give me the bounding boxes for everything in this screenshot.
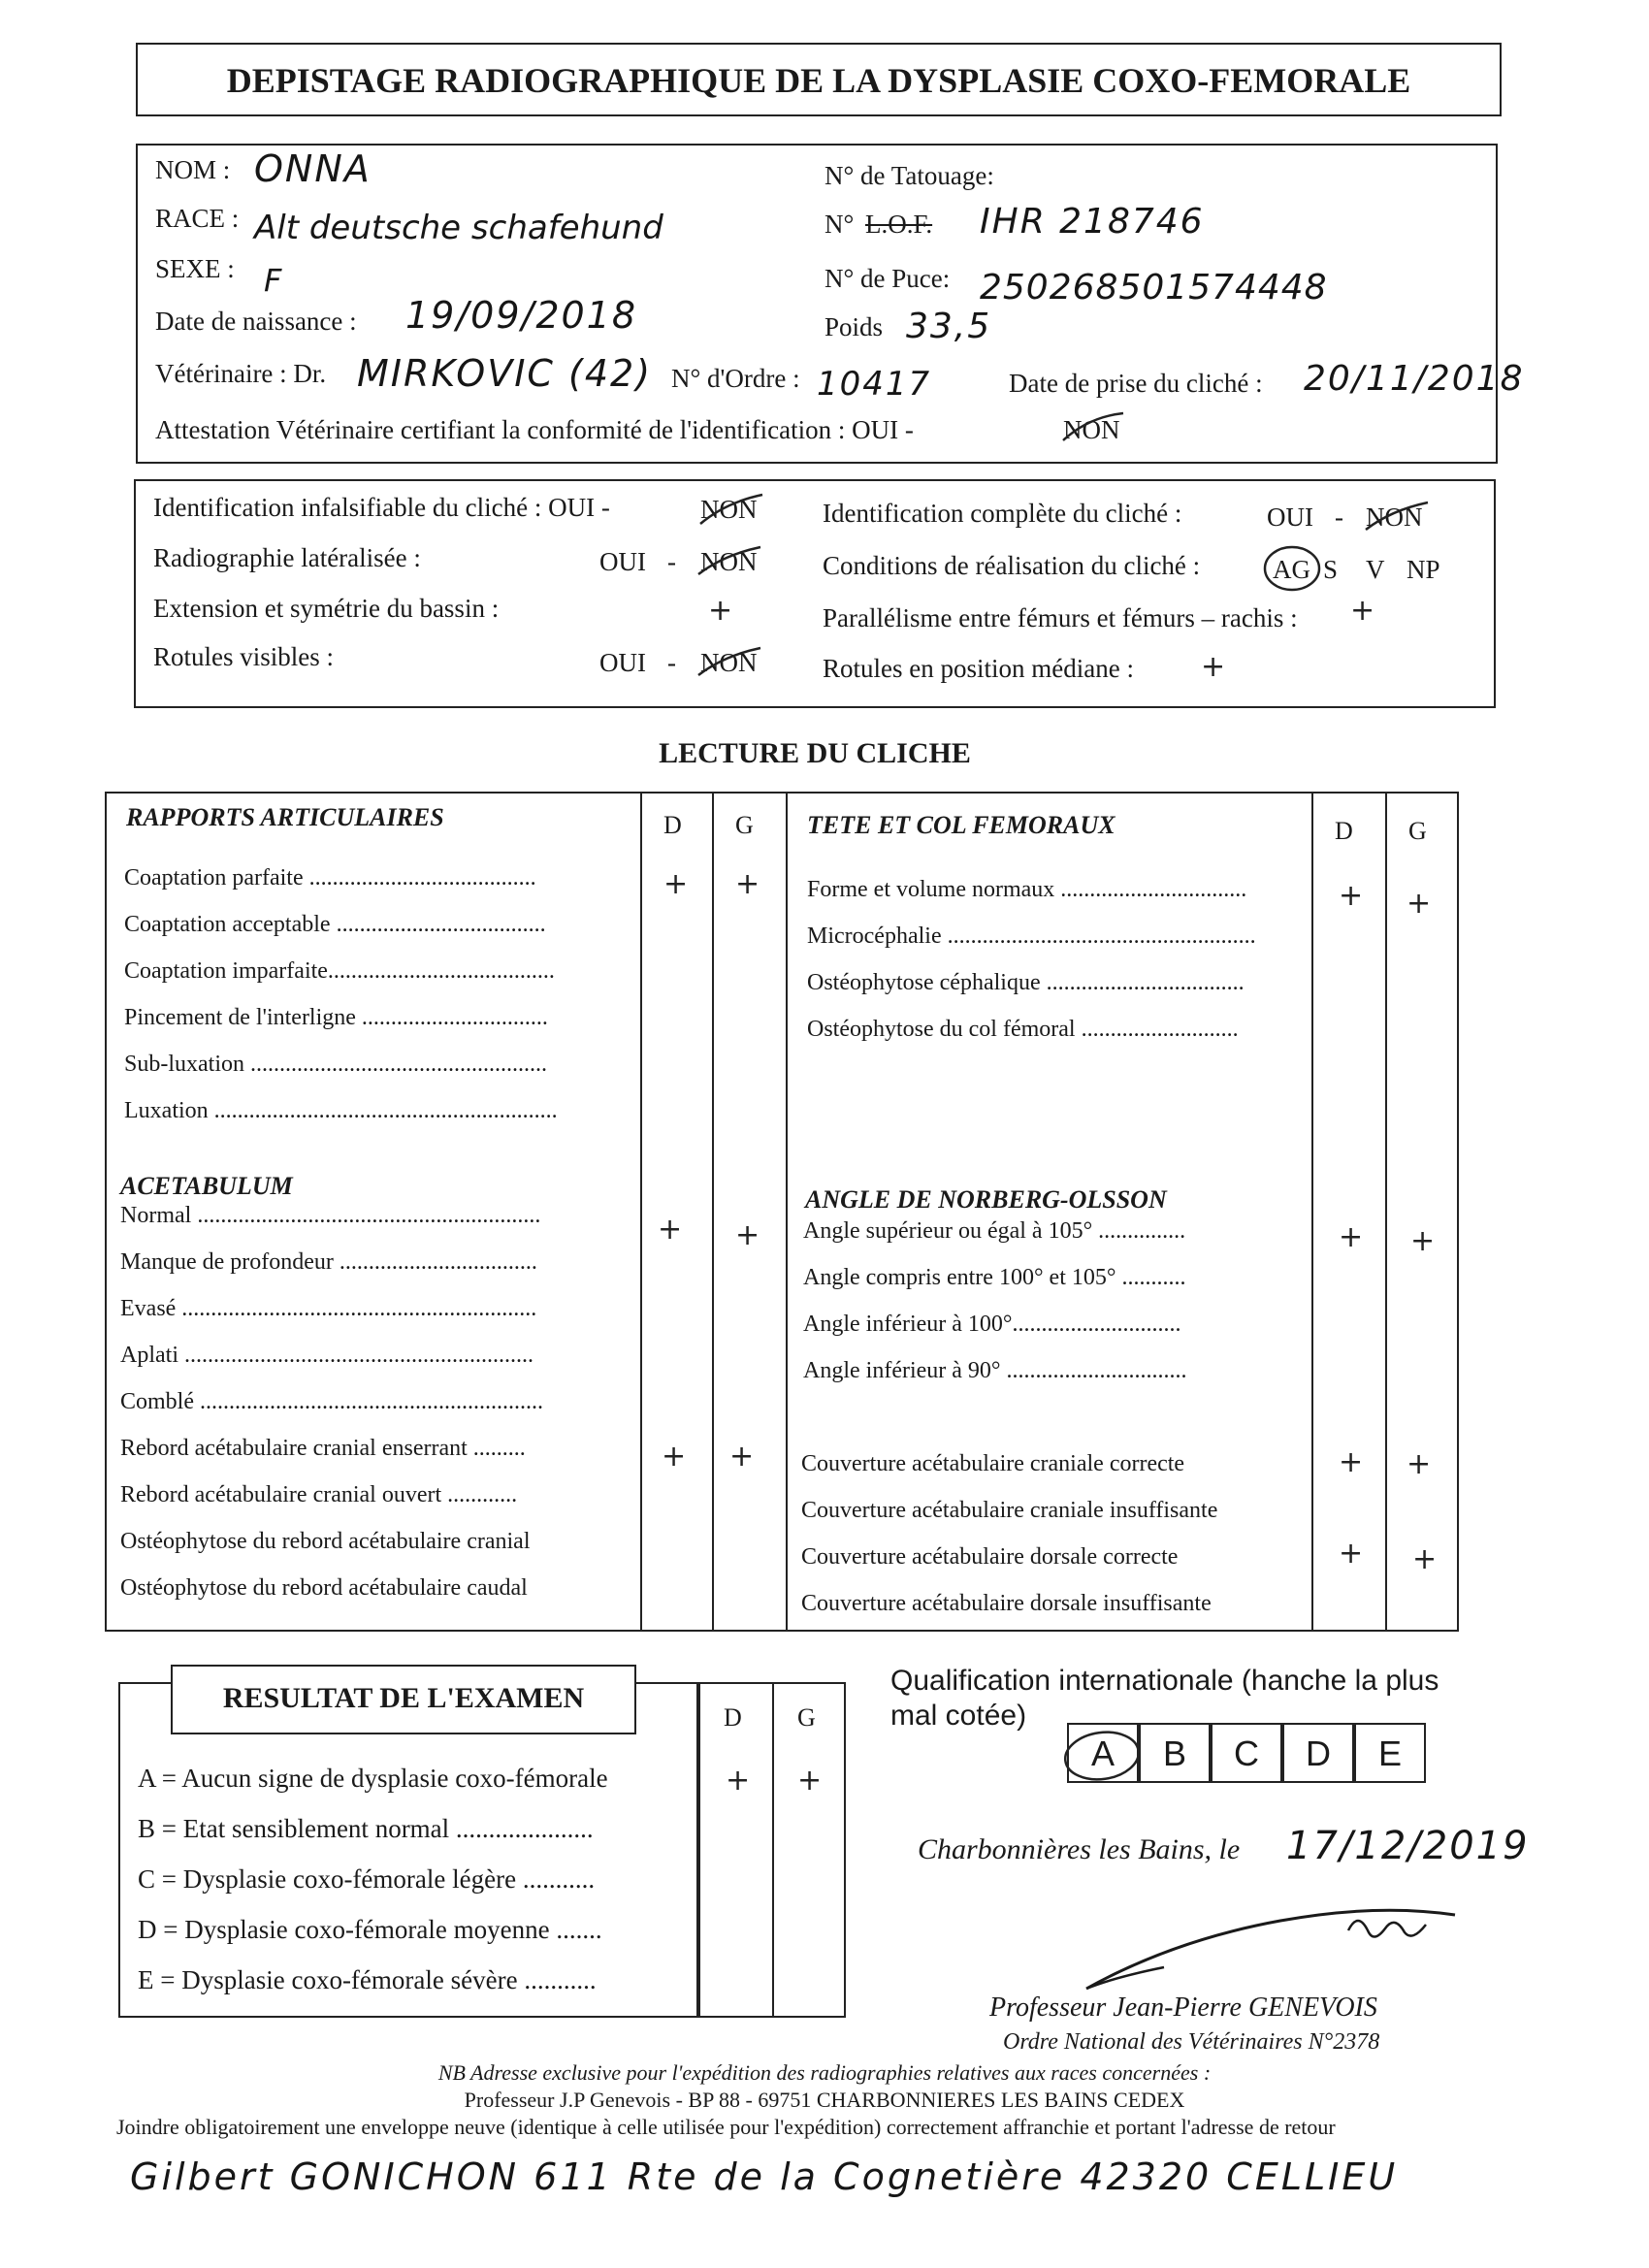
- tete-row: Forme et volume normaux ................................: [807, 877, 1247, 902]
- acetabulum-row: Ostéophytose du rebord acétabulaire cranial: [120, 1529, 531, 1554]
- rotules-visibles-non-strike: [695, 642, 764, 681]
- acetabulum-row: Rebord acétabulaire cranial enserrant .........: [120, 1436, 526, 1461]
- rapports-row: Coaptation imparfaite.......................................: [124, 958, 555, 984]
- grade-c: C: [1211, 1723, 1282, 1783]
- ordre-value: 10417: [817, 365, 932, 404]
- attestation-non: NON: [1063, 415, 1120, 444]
- complete-label: Identification complète du cliché :: [823, 499, 1182, 528]
- lateralisee-label: Radiographie latéralisée :: [153, 543, 421, 572]
- resultat-title: RESULTAT DE L'EXAMEN: [222, 1682, 585, 1714]
- lecture-title: LECTURE DU CLICHE: [659, 737, 971, 769]
- rebord-enserrant-d-mark: +: [662, 1440, 687, 1474]
- rotules-mediane-mark: +: [1201, 650, 1226, 684]
- rotules-visibles-label: Rotules visibles :: [153, 642, 335, 671]
- normal-d-mark: +: [658, 1213, 683, 1247]
- lof-value: IHR 218746: [980, 202, 1205, 242]
- complete-non-strike: [1362, 497, 1432, 535]
- norberg-row: Angle compris entre 100° et 105° ...........: [803, 1265, 1186, 1290]
- resultat-grid-outline: [696, 1682, 846, 2018]
- norberg-row: Couverture acétabulaire dorsale correcte: [801, 1544, 1179, 1570]
- signature-date: 17/12/2019: [1286, 1824, 1530, 1868]
- signature-name: Professeur Jean-Pierre GENEVOIS: [989, 1993, 1377, 2023]
- place-label: Charbonnières les Bains, le: [918, 1833, 1241, 1865]
- tete-row: Microcéphalie .....................................................: [807, 923, 1256, 949]
- attestation-label: Attestation Vétérinaire certifiant la conformité de l'identification : OUI -: [155, 415, 914, 444]
- ordre-label: N° d'Ordre :: [671, 364, 800, 393]
- forme-normaux-d-mark: +: [1339, 879, 1364, 913]
- acetabulum-row: Rebord acétabulaire cranial ouvert ............: [120, 1482, 518, 1507]
- attestation-non-strike: [1059, 407, 1127, 446]
- complete-oui: OUI: [1267, 502, 1313, 532]
- lecture-col-g-right: G: [1408, 817, 1427, 845]
- naissance-label: Date de naissance :: [155, 307, 357, 336]
- conditions-np: NP: [1406, 555, 1440, 584]
- extension-label: Extension et symétrie du bassin :: [153, 594, 500, 623]
- sexe-label: SEXE :: [155, 254, 235, 283]
- resultat-row: B = Etat sensiblement normal .....................: [138, 1814, 594, 1843]
- footer-line3: Joindre obligatoirement une enveloppe neuve (identique à celle utilisée pour l'expédition) correctement affranchie et portant l'adresse de retour: [116, 2115, 1336, 2139]
- acetabulum-row: Normal ...........................................................: [120, 1203, 541, 1228]
- lecture-divider-4: [1311, 792, 1313, 1632]
- footer-line1: NB Adresse exclusive pour l'expédition des radiographies relatives aux races concernées :: [437, 2060, 1212, 2085]
- rapports-row: Sub-luxation ...................................................: [124, 1052, 547, 1077]
- prise-label: Date de prise du cliché :: [1009, 369, 1263, 398]
- rotules-visibles-non: NON: [700, 648, 758, 677]
- resultat-row: D = Dysplasie coxo-fémorale moyenne .......: [138, 1915, 602, 1944]
- parallelisme-mark: +: [1350, 594, 1375, 628]
- sexe-value: F: [264, 262, 284, 299]
- nom-label: NOM :: [155, 155, 231, 184]
- craniale-correcte-d-mark: +: [1339, 1445, 1364, 1479]
- infalsifiable-non-strike: [696, 491, 766, 530]
- acetabulum-row: Evasé .............................................................: [120, 1296, 537, 1321]
- norberg-row: Couverture acétabulaire dorsale insuffisante: [801, 1591, 1212, 1616]
- lecture-divider-3: [786, 792, 788, 1632]
- poids-value: 33,5: [906, 307, 992, 346]
- acetabulum-row: Manque de profondeur ..................................: [120, 1249, 537, 1275]
- resultat-col-d: D: [724, 1703, 742, 1732]
- signature-ordre: Ordre National des Vétérinaires N°2378: [1003, 2029, 1380, 2055]
- angle-superieur-g-mark: +: [1410, 1224, 1436, 1258]
- acetabulum-title: ACETABULUM: [120, 1172, 293, 1200]
- lateralisee-dash: -: [667, 547, 676, 576]
- grade-selected-circle: [1059, 1723, 1147, 1785]
- resultat-row: E = Dysplasie coxo-fémorale sévère ...........: [138, 1965, 597, 1994]
- lecture-col-d-right: D: [1335, 817, 1353, 845]
- conditions-label: Conditions de réalisation du cliché :: [823, 551, 1201, 580]
- lof-struck: L.O.F.: [865, 210, 933, 239]
- rotules-visibles-oui: OUI: [599, 648, 646, 677]
- rapports-row: Coaptation parfaite .......................................: [124, 865, 536, 891]
- conditions-v: V: [1366, 555, 1385, 584]
- qualification-line2: mal cotée): [890, 1700, 1027, 1732]
- resultat-a-d-mark: +: [726, 1764, 751, 1798]
- norberg-row: Angle supérieur ou égal à 105° ...............: [803, 1218, 1186, 1244]
- coaptation-parfaite-g-mark: +: [735, 867, 760, 901]
- handwritten-signature: [1057, 1892, 1465, 1998]
- rotules-visibles-dash: -: [667, 648, 676, 677]
- tatouage-label: N° de Tatouage:: [824, 161, 994, 190]
- grade-b: B: [1139, 1723, 1211, 1783]
- qualification-line1: Qualification internationale (hanche la plus: [890, 1665, 1439, 1697]
- lecture-divider-5: [1385, 792, 1387, 1632]
- tete-title: TETE ET COL FEMORAUX: [807, 811, 1116, 839]
- extension-mark: +: [708, 594, 733, 628]
- conditions-s: S: [1323, 555, 1339, 584]
- resultat-col-g: G: [797, 1703, 816, 1732]
- return-address: Gilbert GONICHON 611 Rte de la Cognetière 42320 CELLIEU: [130, 2155, 1399, 2198]
- acetabulum-row: Ostéophytose du rebord acétabulaire caudal: [120, 1575, 528, 1601]
- veterinaire-value: MIRKOVIC (42): [357, 352, 653, 395]
- resultat-row: A = Aucun signe de dysplasie coxo-fémorale: [138, 1764, 608, 1793]
- normal-g-mark: +: [735, 1218, 760, 1252]
- conditions-ag-circle: [1261, 543, 1323, 594]
- rotules-mediane-label: Rotules en position médiane :: [823, 654, 1134, 683]
- rapports-row: Luxation ...........................................................: [124, 1098, 558, 1123]
- nom-value: ONNA: [254, 147, 372, 190]
- norberg-row: Angle inférieur à 100°.............................: [803, 1312, 1181, 1337]
- parallelisme-label: Parallélisme entre fémurs et fémurs – rachis :: [823, 603, 1298, 632]
- lecture-divider-1: [640, 792, 642, 1632]
- grade-e: E: [1354, 1723, 1426, 1783]
- angle-superieur-d-mark: +: [1339, 1220, 1364, 1254]
- acetabulum-row: Aplati ............................................................: [120, 1343, 534, 1368]
- norberg-row: Angle inférieur à 90° ...............................: [803, 1358, 1187, 1383]
- norberg-title: ANGLE DE NORBERG-OLSSON: [805, 1185, 1167, 1214]
- lateralisee-non: NON: [700, 547, 758, 576]
- race-label: RACE :: [155, 204, 240, 233]
- puce-label: N° de Puce:: [824, 264, 951, 293]
- norberg-row: Couverture acétabulaire craniale correcte: [801, 1451, 1185, 1476]
- poids-label: Poids: [824, 312, 884, 341]
- complete-non: NON: [1366, 502, 1423, 532]
- lecture-divider-2: [712, 792, 714, 1632]
- craniale-correcte-g-mark: +: [1406, 1447, 1432, 1481]
- page-title: DEPISTAGE RADIOGRAPHIQUE DE LA DYSPLASIE COXO-FEMORALE: [226, 61, 1411, 100]
- lecture-col-g-left: G: [735, 811, 754, 839]
- forme-normaux-g-mark: +: [1406, 887, 1432, 921]
- footer-line2: Professeur J.P Genevois - BP 88 - 69751 CHARBONNIERES LES BAINS CEDEX: [464, 2088, 1185, 2112]
- puce-value: 250268501574448: [980, 268, 1328, 308]
- dorsale-correcte-d-mark: +: [1339, 1537, 1364, 1571]
- conditions-ag: AG: [1273, 555, 1310, 584]
- tete-row: Ostéophytose du col fémoral ...........................: [807, 1017, 1239, 1042]
- rapports-row: Coaptation acceptable ....................................: [124, 912, 546, 937]
- grade-d: D: [1282, 1723, 1354, 1783]
- resultat-a-g-mark: +: [797, 1764, 823, 1798]
- resultat-row: C = Dysplasie coxo-fémorale légère ...........: [138, 1864, 596, 1894]
- tete-row: Ostéophytose céphalique ..................................: [807, 970, 1245, 995]
- rapports-title: RAPPORTS ARTICULAIRES: [126, 803, 444, 831]
- prise-value: 20/11/2018: [1304, 359, 1525, 399]
- complete-dash: -: [1335, 502, 1343, 532]
- naissance-value: 19/09/2018: [405, 294, 638, 337]
- lof-prefix: N°: [824, 210, 855, 239]
- grade-a: A: [1067, 1723, 1139, 1783]
- race-value: Alt deutsche schafehund: [254, 209, 663, 247]
- norberg-row: Couverture acétabulaire craniale insuffisante: [801, 1498, 1218, 1523]
- lateralisee-oui: OUI: [599, 547, 646, 576]
- infalsifiable-non: NON: [700, 495, 758, 524]
- dorsale-correcte-g-mark: +: [1412, 1542, 1438, 1576]
- lateralisee-non-strike: [695, 541, 764, 580]
- infalsifiable-label: Identification infalsifiable du cliché : OUI -: [153, 493, 610, 522]
- veterinaire-label: Vétérinaire : Dr.: [155, 359, 327, 388]
- rebord-enserrant-g-mark: +: [729, 1440, 755, 1474]
- rapports-row: Pincement de l'interligne ................................: [124, 1005, 548, 1030]
- coaptation-parfaite-d-mark: +: [663, 867, 689, 901]
- lecture-col-d-left: D: [663, 811, 682, 839]
- acetabulum-row: Comblé ...........................................................: [120, 1389, 543, 1414]
